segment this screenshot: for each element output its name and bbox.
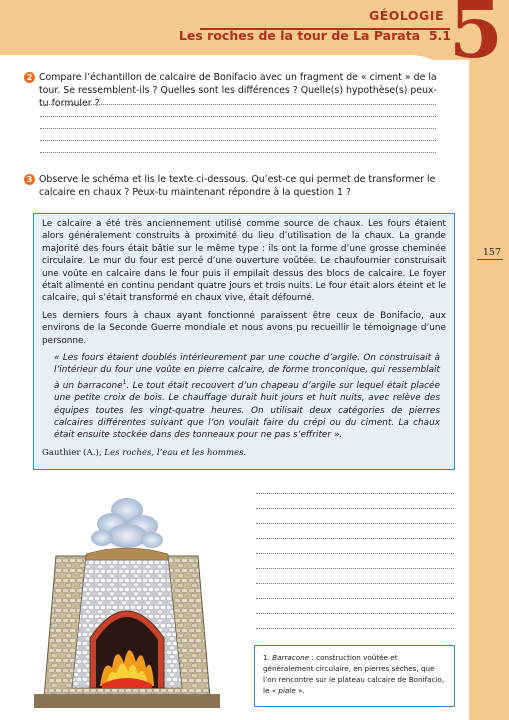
page-title [179, 28, 451, 43]
question-3 [24, 173, 444, 199]
title-text: Les roches de la tour de La Parata [178, 28, 421, 43]
footnote-box [254, 645, 455, 707]
chapter-number: 5 [448, 0, 503, 76]
answer-line[interactable] [256, 508, 454, 509]
answer-line[interactable] [40, 116, 436, 117]
page-number-rule [477, 259, 503, 260]
quote-part: « Les fours étaient doublés intérieurement par une couche d’argile. On construisait à l’intérieur du four une voûte en pierre calcaire, de forme tronconique, qui ressemblait à un barracone [54, 353, 440, 391]
footnote-text-end: ». [295, 686, 305, 695]
subject-label: GÉOLOGIE [368, 8, 444, 23]
paragraph: Les derniers fours à chaux ayant fonctionné paraissent être ceux de Bonifacio, aux environs de la Seconde Guerre mondiale et nous avons pu recueillir le témoignage d’une personne. [42, 310, 446, 346]
answer-line[interactable] [40, 140, 436, 141]
footnote-number: 1. [263, 653, 270, 662]
answer-line[interactable] [256, 583, 454, 584]
answer-line[interactable] [256, 523, 454, 524]
answer-line[interactable] [40, 104, 436, 105]
question-number-badge: 2 [24, 72, 35, 83]
footnote-word: piale [276, 686, 296, 695]
citation [42, 447, 436, 459]
footnote-ref: 1 [122, 378, 127, 386]
answer-line[interactable] [256, 553, 454, 554]
quote-part: . Le tout était recouvert d’un chapeau d’argile sur lequel était placée une petite croix de bois. Le chauffage durait huit jours et huit nuits, avec relève des équipes toutes les vingt-quatre heures. On utilisait deux catégories de pierres calcaires différentes suivant que l’on voulait faire du crépi ou du ciment. La chaux était ensuite stockée dans des tonneaux pour ne pas s’effriter ». [54, 380, 440, 441]
side-band [469, 0, 509, 720]
footnote-term: Barracone [272, 653, 310, 662]
answer-line[interactable] [256, 493, 454, 494]
reading-text-box [33, 213, 455, 470]
footnote-text: : construction voûtée et généralement circulaire, en pierres sèches, que l’on rencontre sur le plateau calcaire de Bonifacio, le « [263, 653, 445, 695]
question-text: Compare l’échantillon de calcaire de Bonifacio avec un fragment de « ciment » de la tour. Se ressemblent-ils ? Quelles sont les différences ? Quelle(s) hypothèse(s) peux-tu formuler ? [39, 72, 437, 109]
lime-kiln-diagram [34, 488, 220, 708]
answer-line[interactable] [256, 538, 454, 539]
answer-line[interactable] [40, 128, 436, 129]
answer-line[interactable] [256, 598, 454, 599]
quotation [54, 352, 440, 442]
page-number: 157 [482, 247, 501, 258]
question-text: Observe le schéma et lis le texte ci-dessous. Qu’est-ce qui permet de transformer le calcaire en chaux ? Peux-tu maintenant répondre à la question 1 ? [39, 174, 436, 198]
citation-author: Gauthier (A.), [42, 447, 102, 458]
question-number-badge: 3 [24, 174, 35, 185]
answer-line[interactable] [40, 152, 436, 153]
citation-title: Les roches, l’eau et les hommes. [104, 447, 247, 458]
answer-line[interactable] [256, 628, 454, 629]
answer-line[interactable] [256, 568, 454, 569]
paragraph: Le calcaire a été très anciennement utilisé comme source de chaux. Les fours étaient alors généralement construits à proximité du lieu d’utilisation de la chaux. La grande majorité des fours était bâtie sur le même type : ils ont la forme d’une grosse cheminée circulaire. Le mur du four est percé d’une ouverture voûtée. Le chaufournier construisait une voûte en calcaire dans le four puis il empilait dessus des blocs de calcaire. Le foyer était alimenté en continu pendant quatre jours et trois nuits. Le four était alors éteint et le calcaire, qui s’était transformé en chaux vive, était défourné. [42, 219, 446, 304]
section-number: 5.1 [428, 28, 451, 43]
answer-line[interactable] [256, 613, 454, 614]
